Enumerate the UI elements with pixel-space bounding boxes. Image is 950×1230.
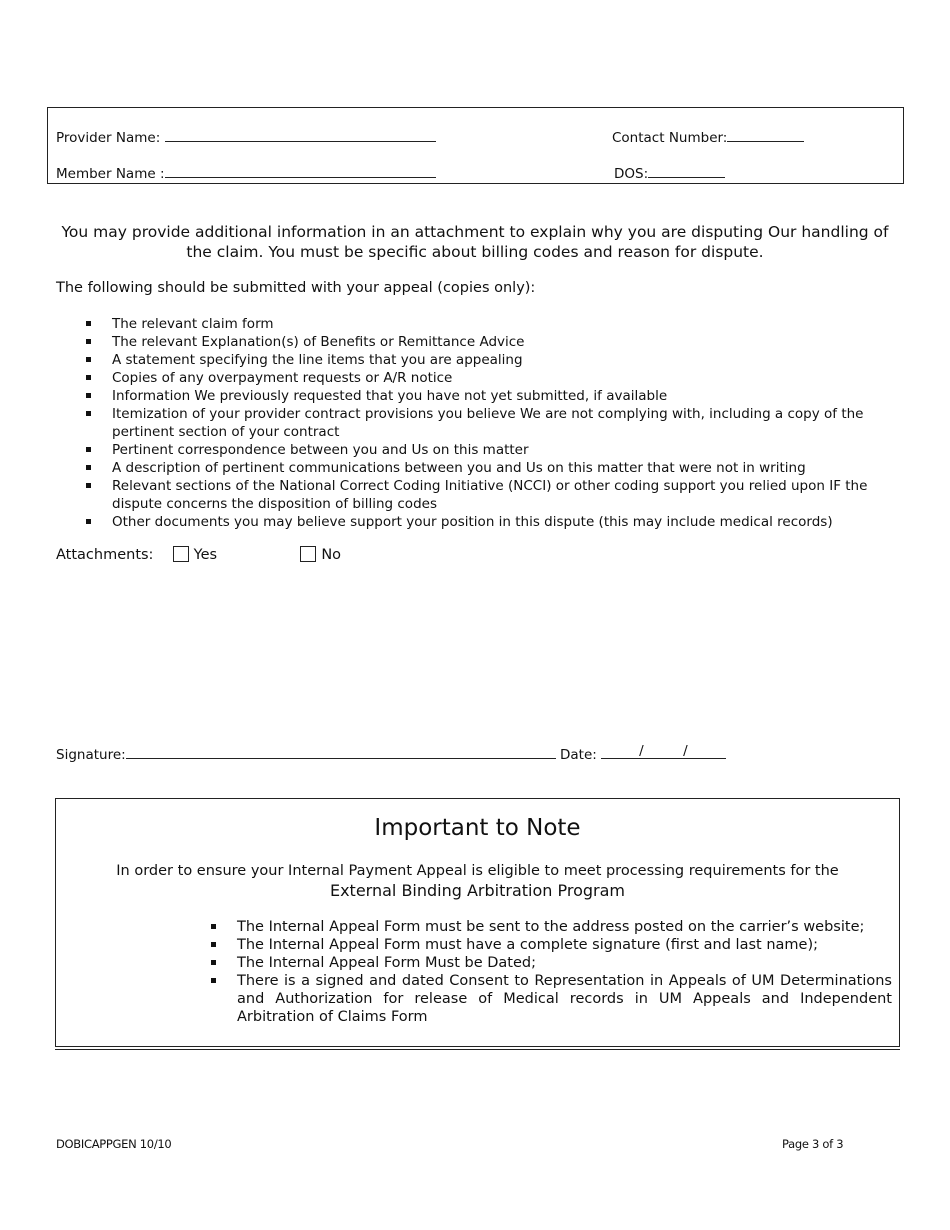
dos-field[interactable]	[648, 163, 725, 178]
list-item: The relevant claim form	[112, 315, 887, 333]
provider-info-box	[47, 107, 904, 184]
date-field[interactable]	[601, 744, 726, 759]
list-item: Information We previously requested that you have not yet submitted, if available	[112, 387, 887, 405]
dos-row	[614, 163, 725, 182]
submission-list	[112, 315, 887, 531]
signature-field[interactable]	[126, 744, 556, 759]
note-body-line: External Binding Arbitration Program	[329, 881, 626, 900]
contact-number-label: Contact Number:	[612, 130, 728, 146]
list-item: Other documents you may believe support your position in this dispute (this may include medical records)	[112, 513, 887, 531]
note-body-line: In order to ensure your Internal Payment Appeal is eligible to meet processing requirements for the	[116, 863, 839, 879]
date-separator: /	[683, 743, 688, 759]
square-bullet-icon	[86, 411, 91, 416]
square-bullet-icon	[211, 924, 216, 929]
signature-label: Signature:	[56, 747, 126, 763]
attachments-yes-checkbox[interactable]	[173, 546, 189, 562]
provider-name-label: Provider Name:	[56, 130, 161, 146]
attachments-yes-label: Yes	[193, 547, 218, 563]
provider-name-field[interactable]	[165, 127, 436, 142]
square-bullet-icon	[211, 942, 216, 947]
square-bullet-icon	[211, 960, 216, 965]
square-bullet-icon	[86, 483, 91, 488]
list-item: The Internal Appeal Form must be sent to the address posted on the carrier’s website;	[237, 918, 892, 936]
member-name-field[interactable]	[165, 163, 436, 178]
important-note-box	[55, 798, 900, 1047]
list-item: There is a signed and dated Consent to Representation in Appeals of UM Determinations and Authorization for release of Medical records in UM Appeals and Independent Arbitration of Claims Form	[237, 972, 892, 1026]
form-code: DOBICAPPGEN 10/10	[56, 1137, 172, 1151]
list-item: The Internal Appeal Form must have a complete signature (first and last name);	[237, 936, 892, 954]
list-item: The Internal Appeal Form Must be Dated;	[237, 954, 892, 972]
square-bullet-icon	[86, 375, 91, 380]
member-name-label: Member Name :	[56, 166, 165, 182]
list-item: Copies of any overpayment requests or A/R notice	[112, 369, 887, 387]
square-bullet-icon	[86, 321, 91, 326]
square-bullet-icon	[86, 339, 91, 344]
list-item: Relevant sections of the National Correct Coding Initiative (NCCI) or other coding support you relied upon IF the dispute concerns the disposition of billing codes	[112, 477, 887, 513]
attachments-row	[56, 546, 341, 563]
note-requirements-list	[237, 918, 892, 1026]
square-bullet-icon	[86, 519, 91, 524]
date-separator: /	[639, 743, 644, 759]
provider-name-row	[56, 127, 436, 146]
square-bullet-icon	[86, 465, 91, 470]
page-number: Page 3 of 3	[782, 1137, 844, 1151]
square-bullet-icon	[86, 447, 91, 452]
list-item: Itemization of your provider contract provisions you believe We are not complying with, including a copy of the pertinent section of your contract	[112, 405, 887, 441]
intro-paragraph: You may provide additional information in an attachment to explain why you are disputing Our handling of the claim. You must be specific about billing codes and reason for dispute.	[61, 223, 889, 261]
list-item: Pertinent correspondence between you and Us on this matter	[112, 441, 887, 459]
square-bullet-icon	[86, 393, 91, 398]
contact-number-row	[612, 127, 804, 146]
signature-row	[56, 744, 726, 763]
attachments-no-label: No	[321, 547, 342, 563]
submission-heading: The following should be submitted with your appeal (copies only):	[56, 280, 536, 296]
attachments-no-checkbox[interactable]	[300, 546, 316, 562]
square-bullet-icon	[86, 357, 91, 362]
square-bullet-icon	[211, 978, 216, 983]
list-item: A statement specifying the line items that you are appealing	[112, 351, 887, 369]
dos-label: DOS:	[614, 166, 649, 182]
contact-number-field[interactable]	[727, 127, 804, 142]
note-title: Important to Note	[374, 815, 581, 841]
list-item: The relevant Explanation(s) of Benefits or Remittance Advice	[112, 333, 887, 351]
member-name-row	[56, 163, 436, 182]
list-item: A description of pertinent communications between you and Us on this matter that were not in writing	[112, 459, 887, 477]
note-body	[76, 861, 879, 901]
attachments-label: Attachments:	[56, 547, 154, 563]
date-label: Date:	[559, 747, 597, 763]
